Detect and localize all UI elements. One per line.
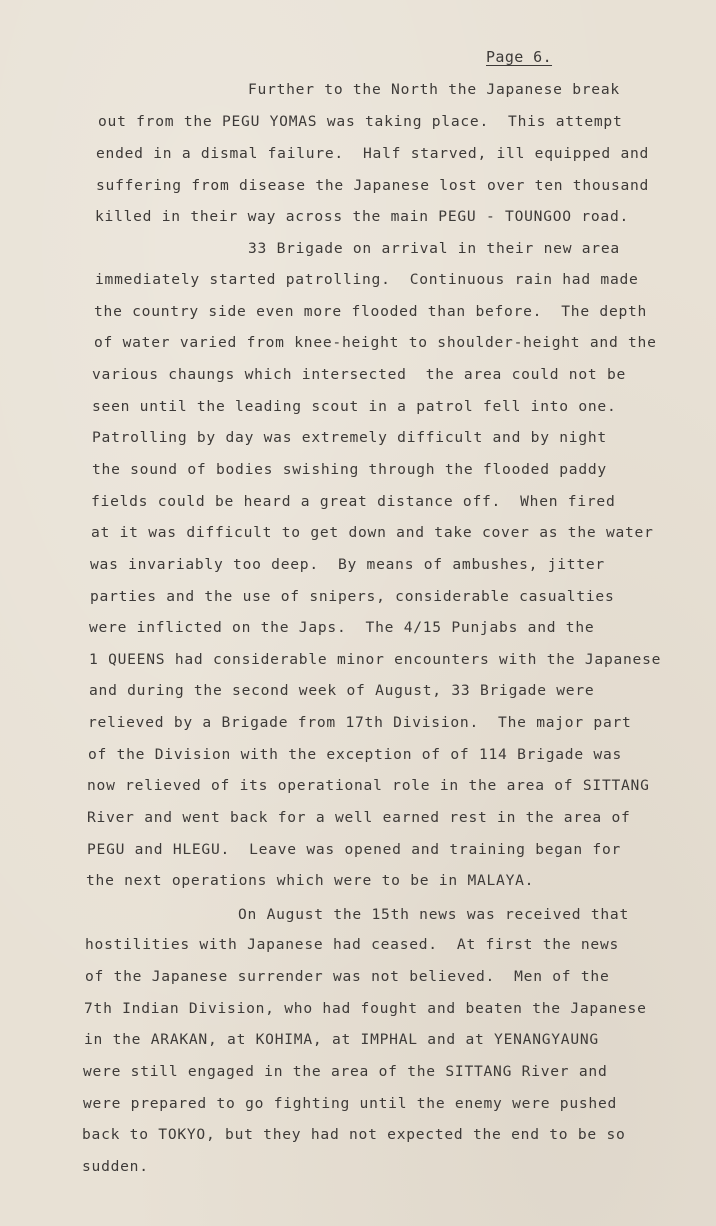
text-line: and during the second week of August, 33 Brigade were: [89, 682, 595, 699]
text-line: were still engaged in the area of the SITTANG River and: [83, 1063, 608, 1080]
text-line: ended in a dismal failure. Half starved, ill equipped and: [96, 145, 650, 162]
text-line: Further to the North the Japanese break: [248, 81, 620, 98]
text-line: seen until the leading scout in a patrol fell into one.: [92, 398, 617, 415]
text-line: out from the PEGU YOMAS was taking place. This attempt: [98, 113, 623, 130]
text-line: 33 Brigade on arrival in their new area: [248, 240, 620, 257]
text-line: PEGU and HLEGU. Leave was opened and training began for: [87, 841, 622, 858]
text-line: now relieved of its operational role in the area of SITTANG: [87, 777, 650, 794]
text-line: suffering from disease the Japanese lost over ten thousand: [96, 177, 650, 194]
text-line: parties and the use of snipers, considerable casualties: [90, 588, 615, 605]
text-line: was invariably too deep. By means of ambushes, jitter: [90, 556, 605, 573]
text-line: immediately started patrolling. Continuous rain had made: [95, 271, 639, 288]
text-line: were inflicted on the Japs. The 4/15 Punjabs and the: [89, 619, 595, 636]
text-line: sudden.: [82, 1158, 149, 1175]
text-line: were prepared to go fighting until the enemy were pushed: [83, 1095, 618, 1112]
text-line: of water varied from knee-height to shoulder-height and the: [94, 334, 657, 351]
text-line: in the ARAKAN, at KOHIMA, at IMPHAL and at YENANGYAUNG: [84, 1031, 599, 1048]
text-line: On August the 15th news was received that: [238, 906, 629, 923]
text-line: Patrolling by day was extremely difficult and by night: [92, 429, 607, 446]
text-line: fields could be heard a great distance off. When fired: [91, 493, 616, 510]
text-line: the country side even more flooded than before. The depth: [94, 303, 648, 320]
text-line: River and went back for a well earned rest in the area of: [87, 809, 631, 826]
text-line: relieved by a Brigade from 17th Division. The major part: [88, 714, 632, 731]
page-number: Page 6.: [486, 48, 553, 66]
text-line: the next operations which were to be in MALAYA.: [86, 872, 535, 889]
text-line: various chaungs which intersected the area could not be: [92, 366, 627, 383]
text-line: of the Division with the exception of of 114 Brigade was: [88, 746, 623, 763]
text-line: killed in their way across the main PEGU - TOUNGOO road.: [95, 208, 630, 225]
text-line: of the Japanese surrender was not believed. Men of the: [85, 968, 610, 985]
text-line: 7th Indian Division, who had fought and beaten the Japanese: [84, 1000, 647, 1017]
text-line: the sound of bodies swishing through the flooded paddy: [92, 461, 607, 478]
text-line: 1 QUEENS had considerable minor encounters with the Japanese: [89, 651, 662, 668]
text-line: hostilities with Japanese had ceased. At first the news: [85, 936, 620, 953]
text-line: back to TOKYO, but they had not expected the end to be so: [82, 1126, 626, 1143]
text-line: at it was difficult to get down and take cover as the water: [91, 524, 654, 541]
